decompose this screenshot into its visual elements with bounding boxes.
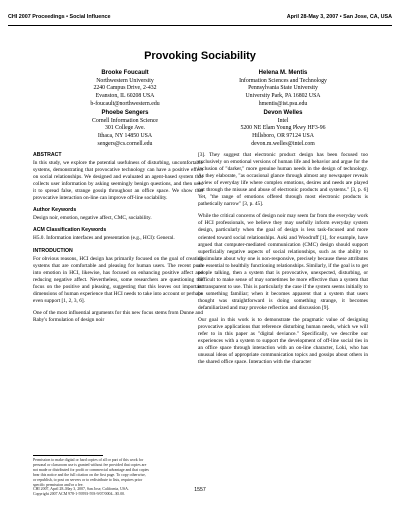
- body-paragraph-1: [3]. They suggest that electronic product design has been focused too exclusively on emotional versions of human life and behavior and argue for the inclusion of "darker," more genuine human needs in the design of technology. As they elaborate, "as occasional glance through almost any newspaper reveals a view of everyday life where complex emotions, desires and needs are played out through the misuse and abuse of electronic products and systems." [3, p. 6] Yet, "the range of emotions offered through most electronic products is pathetically narrow" [3, p. 45].: [198, 152, 368, 208]
- running-header: [8, 14, 392, 24]
- author-name: Phoebe Sengers: [101, 110, 149, 116]
- author-name: Devon Welles: [263, 110, 303, 116]
- author-city: Evanston, IL 60208 USA: [95, 93, 155, 100]
- page-number: 1557: [194, 487, 206, 493]
- permission-line: bear this notice and the full citation on the first page. To copy otherwise,: [33, 472, 146, 477]
- author-name: Helena M. Mentis: [258, 70, 308, 76]
- author-address: Pennsylvania State University: [248, 85, 318, 92]
- keywords-heading: Author Keywords: [33, 207, 77, 214]
- permission-line: not made or distributed for profit or commercial advantage and that copies: [33, 467, 149, 472]
- abstract-heading: ABSTRACT: [33, 152, 62, 158]
- author-affiliation: Cornell Information Science: [92, 117, 158, 124]
- permission-line: CHI 2007, April 28–May 3, 2007, San Jose, California, USA.: [33, 487, 129, 492]
- intro-paragraph-2: One of the most influential arguments for this new focus stems from Dunne and Raby's formulation of design noir: [33, 309, 203, 323]
- right-column: [198, 152, 368, 371]
- author-city: Hillsboro, OR 97124 USA: [252, 133, 314, 140]
- author-block-3: [40, 110, 210, 149]
- author-email: sengers@cs.cornell.edu: [97, 140, 153, 147]
- body-paragraph-3: Our goal in this work is to demonstrate the pragmatic value of designing provocative applications that reference disturbing human needs, which we will refer to in this paper as "digital deviance." Specifically, we describe our experiences with a system to support the development of off-line social ties in an office space through interaction with an on-line character, Loki, who has unusual ideas of appropriate communication topics and gossips about others in the shared office space. Interaction with the character: [198, 317, 368, 366]
- keywords-text: Design noir, emotion, negative affect, CMC, sociability.: [33, 215, 152, 222]
- acm-text: H5.0. Information interfaces and presentation (e.g., HCI): General.: [33, 235, 175, 242]
- author-address: 301 College Ave.: [105, 125, 145, 132]
- intro-heading: INTRODUCTION: [33, 247, 73, 254]
- acm-heading: ACM Classification Keywords: [33, 227, 107, 234]
- header-right: April 28-May 3, 2007 • San Jose, CA, USA: [286, 14, 392, 20]
- permission-line: or republish, to post on servers or to redistribute to lists, requires prior: [33, 477, 143, 482]
- abstract-text: In this study, we explore the potential usefulness of disturbing, uncomfortable systems, demonstrating that provocative technology can have a positive effect on social relationships. We designed and evaluated an agent-based system that collects user information by asking seemingly benign questions, and then uses it to spread false, strange gossip throughout an office space. We show that provocative interaction on-line can improve off-line sociability.: [33, 160, 203, 202]
- permission-line: personal or classroom use is granted without fee provided that copies are: [33, 462, 147, 467]
- author-name: Brooke Foucault: [101, 70, 149, 76]
- author-city: University Park, PA 16802 USA: [245, 93, 321, 100]
- permission-rule: [33, 455, 103, 456]
- author-address: 2240 Campus Drive, 2-432: [93, 85, 157, 92]
- author-block-2: [198, 70, 368, 109]
- author-email: b-foucault@northwestern.edu: [90, 100, 160, 107]
- left-column: [33, 152, 203, 329]
- body-paragraph-2: While the critical concerns of design noir may seem far from the everyday work of HCI professionals, we believe they may usefully inform everyday system design, particularly when the goal of design is less task-focused and more oriented toward social relationships. Aoki and Woodruff [1], for example, have argued that computer-mediated communication (CMC) design should support superficially negative aspects of social relationships, such as the ability to dissimulate about why one is non-responsive, precisely because these attributes are essential to healthily functioning relationships. Similarly, if the goal is to get people talking, then a system that is provocative, unexpected, disturbing, or difficult to make sense of may sometimes be more effective than a system that is transparent to use. This is particularly the case if the system seems initially to be something familiar; when it becomes apparent that a system that users thought was straightforward is doing something strange, it becomes defamiliarized and may provoke reflection and discussion [9].: [198, 213, 368, 311]
- permission-line: specific permission and/or a fee.: [33, 482, 84, 487]
- permission-line: Permission to make digital or hard copies of all or part of this work for: [33, 458, 144, 462]
- author-address: 5200 NE Elam Young Pkwy HF3-96: [240, 125, 326, 132]
- paper-title: Provoking Sociability: [144, 50, 256, 62]
- intro-paragraph-1: For obvious reasons, HCI design has primarily focused on the goal of creating systems that are comfortable and pleasing for human users. The recent push into emotion in HCI, likewise, has focused on enhancing positive affect and reducing negative affect. Nevertheless, some researchers are questioning the focus on the positive and pleasing, suggesting that this leaves out important dimensions of human experience that HCI needs to take into account or perhaps even support [1, 2, 3, 6].: [33, 255, 203, 304]
- author-email: devon.m.welles@intel.com: [251, 140, 315, 147]
- author-city: Ithaca, NY 14850 USA: [97, 133, 153, 140]
- header-rule: [8, 25, 392, 26]
- author-affiliation: Information Sciences and Technology: [239, 77, 327, 84]
- author-affiliation: Northwestern University: [96, 77, 154, 84]
- permission-line: Copyright 2007 ACM 978-1-59593-593-9/07/0004...$5.00.: [33, 492, 126, 497]
- author-affiliation: Intel: [277, 117, 289, 124]
- author-block-1: [40, 70, 210, 109]
- author-block-4: [198, 110, 368, 149]
- header-left: CHI 2007 Proceedings • Social Influence: [8, 14, 111, 20]
- author-email: hmentis@ist.psu.edu: [258, 100, 308, 107]
